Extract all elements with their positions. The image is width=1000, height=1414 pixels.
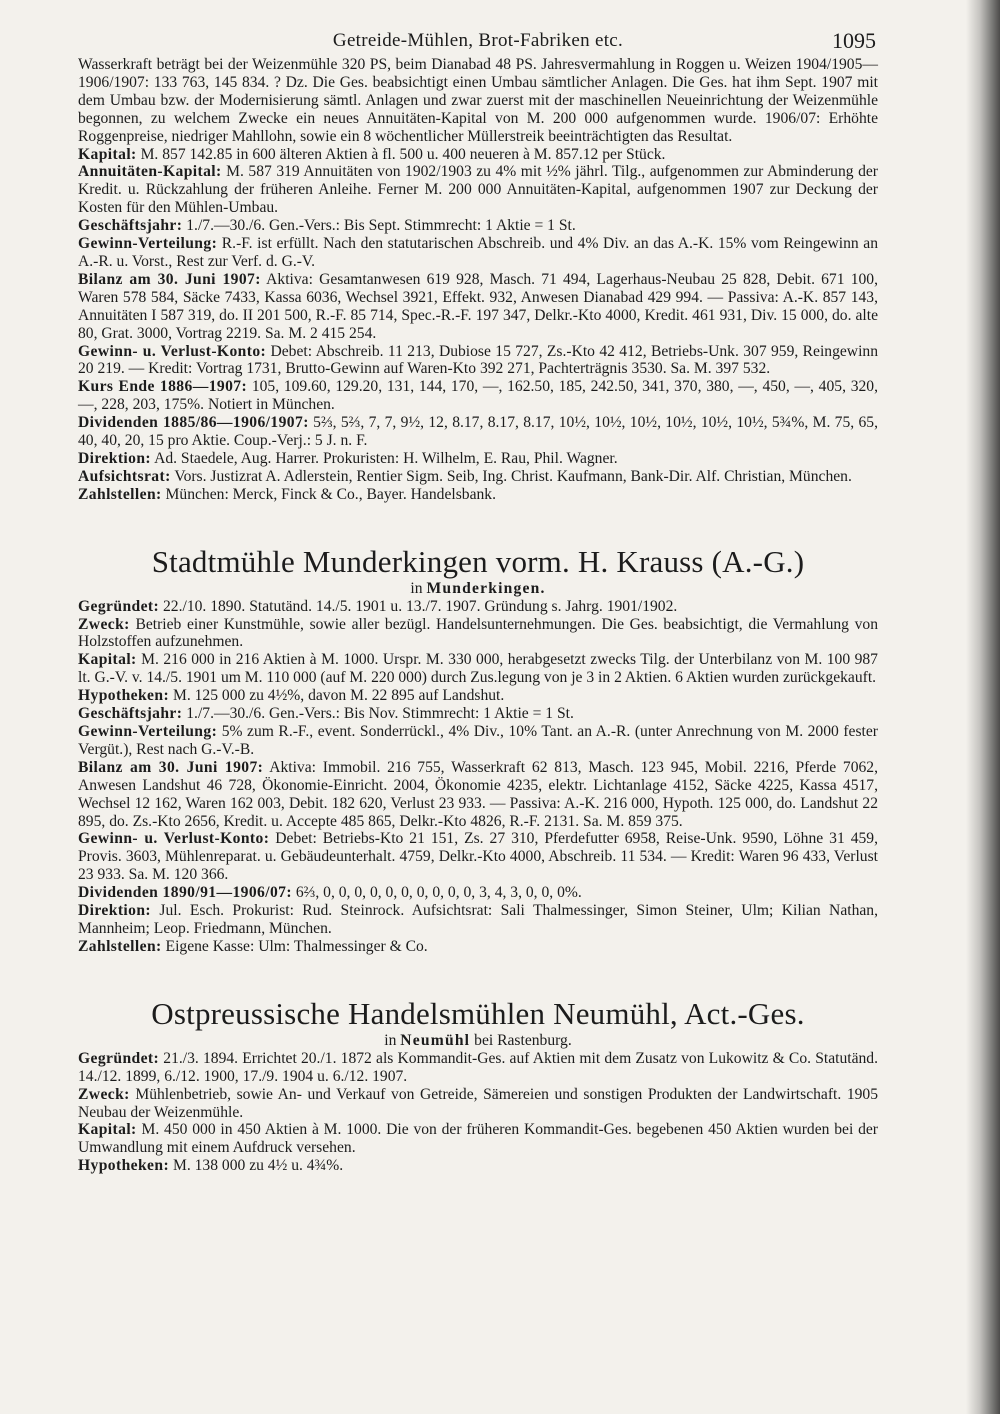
entry-gewinn-verteilung: Gewinn-Verteilung: R.-F. ist erfüllt. Nach den statutarischen Abschreib. und 4% Div. an das A.-K. 15% vom Reingewinn an A.-R. u. Vorst., Rest zur Verf. d. G.-V. [78, 235, 878, 270]
entry-dividenden: Dividenden 1885/86—1906/1907: 5⅔, 5⅔, 7, 7, 9½, 12, 8.17, 8.17, 8.17, 10½, 10½, 10½, 10½, 10½, 10½, 5¾%, M. 75, 65, 40, 40, 20, 15 pro Aktie. Coup.-Verj.: 5 J. n. F. [78, 414, 878, 450]
running-header-title: Getreide-Mühlen, Brot-Fabriken etc. [332, 30, 624, 51]
company-heading: Stadtmühle Munderkingen vorm. H. Krauss (A.-G.) [151, 543, 805, 579]
entry-bilanz: Bilanz am 30. Juni 1907: Aktiva: Gesamtanwesen 619 928, Masch. 71 494, Lagerhaus-Neubau 25 828, Debit. 671 100, Waren 578 584, Säcke 7433, Kassa 6036, Wechsel 3921, Effekt. 932, Anwesen Dianabad 429 994. — Passiva: A.-K. 857 143, Annuitäten I 587 319, do. II 201 500, R.-F. 85 714, Spec.-R.-F. 197 347, Delkr.-Kto 4000, Kredit. 461 931, Div. 15 000, do. alte 80, Grat. 3000, Vortrag 2219. Sa. M. 2 415 254. [78, 270, 878, 342]
entry-gegruendet: Gegründet: 21./3. 1894. Errichtet 20./1. 1872 als Kommandit-Ges. auf Aktien mit dem Zusatz von Lukowitz & Co. Statutänd. 14./12. 1899, 6./12. 1900, 17./9. 1904 u. 6./12. 1907. [78, 1049, 878, 1085]
company-location: in Munderkingen. [410, 579, 546, 597]
entry-gegruendet: Gegründet: 22./10. 1890. Statutänd. 14./5. 1901 u. 13./7. 1907. Gründung s. Jahrg. 1901/1902. [78, 597, 678, 615]
entry-direktion: Direktion: Jul. Esch. Prokurist: Rud. Steinrock. Aufsichtsrat: Sali Thalmessinger, Simon Steiner, Ulm; Kilian Nathan, Mannheim; Leop. Friedmann, München. [78, 902, 878, 937]
entry-aufsichtsrat: Aufsichtsrat: Vors. Justizrat A. Adlerstein, Rentier Sigm. Seib, Ing. Christ. Kaufmann, Bank-Dir. Alf. Christian, München. [78, 467, 852, 485]
section-spacer [78, 956, 878, 996]
page-number: 1095 [832, 28, 876, 53]
entry-gewinn-verteilung: Gewinn-Verteilung: 5% zum R.-F., event. Sonderrückl., 4% Div., 10% Tant. an A.-R. (unter Anrechnung von M. 2000 fester Vergüt.), Rest nach G.-V.-B. [78, 723, 878, 758]
entry-annuitaeten-kapital: Annuitäten-Kapital: M. 587 319 Annuitäten von 1902/1903 zu 4% mit ½% jährl. Tilg., aufgenommen zur Abminderung der Kredit. u. Rückzahlung der früheren Anleihe. Ferner M. 200 000 Annuitäten-Kapital, aufgenommen 1907 zur Deckung der Kosten für den Mühlen-Umbau. [78, 163, 878, 217]
entry-direktion: Direktion: Ad. Staedele, Aug. Harrer. Prokuristen: H. Wilhelm, E. Rau, Phil. Wagner. [78, 449, 618, 467]
continued-company-entry [78, 56, 878, 504]
entry-geschaeftsjahr: Geschäftsjahr: 1./7.—30./6. Gen.-Vers.: Bis Sept. Stimmrecht: 1 Aktie = 1 St. [78, 217, 576, 235]
entry-kapital: Kapital: M. 216 000 in 216 Aktien à M. 1000. Urspr. M. 330 000, herabgesetzt zwecks Tilg. der Unterbilanz von M. 100 987 lt. G.-V. v. 14./5. 1901 um M. 110 000 (auf M. 220 000) durch Zus.legung von je 3 in 2 Aktien. 6 Aktien wurden zurückgekauft. [78, 651, 878, 687]
entry-zweck: Zweck: Mühlenbetrieb, sowie An- und Verkauf von Getreide, Sämereien und sonstigen Produkten der Landwirtschaft. 1905 Neubau der Weizenmühle. [78, 1085, 879, 1121]
document-page [78, 22, 878, 1175]
entry-kurs: Kurs Ende 1886—1907: 105, 109.60, 129.20, 131, 144, 170, —, 162.50, 185, 242.50, 341, 370, 380, —, 450, —, 405, 320, —, 228, 203, 175%. Notiert in München. [78, 378, 878, 414]
entry-zahlstellen: Zahlstellen: München: Merck, Finck & Co., Bayer. Handelsbank. [78, 485, 496, 503]
running-header [78, 22, 878, 56]
company-entry-neumuehl [78, 996, 878, 1175]
company-heading: Ostpreussische Handelsmühlen Neumühl, Act.-Ges. [151, 995, 805, 1031]
entry-zahlstellen: Zahlstellen: Eigene Kasse: Ulm: Thalmessinger & Co. [78, 937, 428, 955]
entry-geschaeftsjahr: Geschäftsjahr: 1./7.—30./6. Gen.-Vers.: Bis Nov. Stimmrecht: 1 Aktie = 1 St. [78, 705, 574, 723]
company-entry-munderkingen [78, 544, 878, 956]
entry-hypotheken: Hypotheken: M. 125 000 zu 4½%, davon M. 22 895 auf Landshut. [78, 687, 505, 705]
company-location: in Neumühl bei Rastenburg. [384, 1031, 572, 1049]
entry-zweck: Zweck: Betrieb einer Kunstmühle, sowie aller bezügl. Handelsunternehmungen. Die Ges. beabsichtigt, die Vermahlung von Holzstoffen aufzunehmen. [78, 615, 878, 651]
entry-dividenden: Dividenden 1890/91—1906/07: 6⅔, 0, 0, 0, 0, 0, 0, 0, 0, 0, 0, 3, 4, 3, 0, 0, 0%. [78, 884, 582, 902]
entry-gewinn-verlust-konto: Gewinn- u. Verlust-Konto: Debet: Betriebs-Kto 21 151, Zs. 27 310, Pferdefutter 6958, Reise-Unk. 9590, Löhne 31 459, Provis. 3603, Mühlenreparat. u. Gebäudeunterhalt. 4759, Delkr.-Kto 4000, Abschreib. 11 534. — Kredit: Waren 96 433, Verlust 23 933. Sa. M. 120 366. [78, 830, 878, 884]
entry-kapital: Kapital: M. 857 142.85 in 600 älteren Aktien à fl. 500 u. 400 neueren à M. 857.12 per Stück. [78, 145, 666, 163]
section-spacer [78, 504, 878, 544]
entry-bilanz: Bilanz am 30. Juni 1907: Aktiva: Immobil. 216 755, Wasserkraft 62 813, Masch. 123 945, Mobil. 2216, Pferde 7062, Anwesen Landshut 46 728, Ökonomie-Einricht. 2004, Ökonomie 4235, elektr. Lichtanlage 4152, Säcke 4225, Kassa 4517, Wechsel 12 162, Waren 162 003, Debit. 182 620, Verlust 23 933. — Passiva: A.-K. 216 000, Hypoth. 125 000, do. Landshut 22 895, do. Zs.-Kto 2656, Kredit. u. Accepte 485 865, Delkr.-Kto 4826, R.-F. 2131. Sa. M. 859 375. [78, 758, 878, 830]
entry-kapital: Kapital: M. 450 000 in 450 Aktien à M. 1000. Die von der früheren Kommandit-Ges. begebenen 450 Aktien wurden bei der Umwandlung mit einem Aufdruck versehen. [78, 1121, 878, 1157]
entry-gewinn-verlust-konto: Gewinn- u. Verlust-Konto: Debet: Abschreib. 11 213, Dubiose 15 727, Zs.-Kto 42 412, Betriebs-Unk. 307 959, Reingewinn 20 219. — Kredit: Vortrag 1731, Brutto-Gewinn auf Waren-Kto 392 271, Pachterträgnis 3530. Sa. M. 397 532. [78, 342, 878, 378]
scan-page-edge [966, 0, 1000, 1414]
entry-hypotheken: Hypotheken: M. 138 000 zu 4½ u. 4¾%. [78, 1157, 344, 1175]
continued-intro: Wasserkraft beträgt bei der Weizenmühle 320 PS, beim Dianabad 48 PS. Jahresvermahlung in Roggen u. Weizen 1904/1905—1906/1907: 133 763, 145 834. ? Dz. Die Ges. beabsichtigt einen Umbau sämtlicher Anlagen. Die Ges. hat ihm Sept. 1907 mit dem Umbau bzw. der Modernisierung sämtl. Anlagen und zwar zuerst mit der maschinellen Neueinrichtung der Weizenmühle begonnen, zu welchem Zwecke ein neues Annuitäten-Kapital von M. 200 000 aufgenommen wurde. 1906/07: Erhöhte Roggenpreise, niedriger Mahllohn, sowie ein 8 wöchentlicher Müllerstreik beeinträchtigten das Resultat. [78, 56, 878, 145]
